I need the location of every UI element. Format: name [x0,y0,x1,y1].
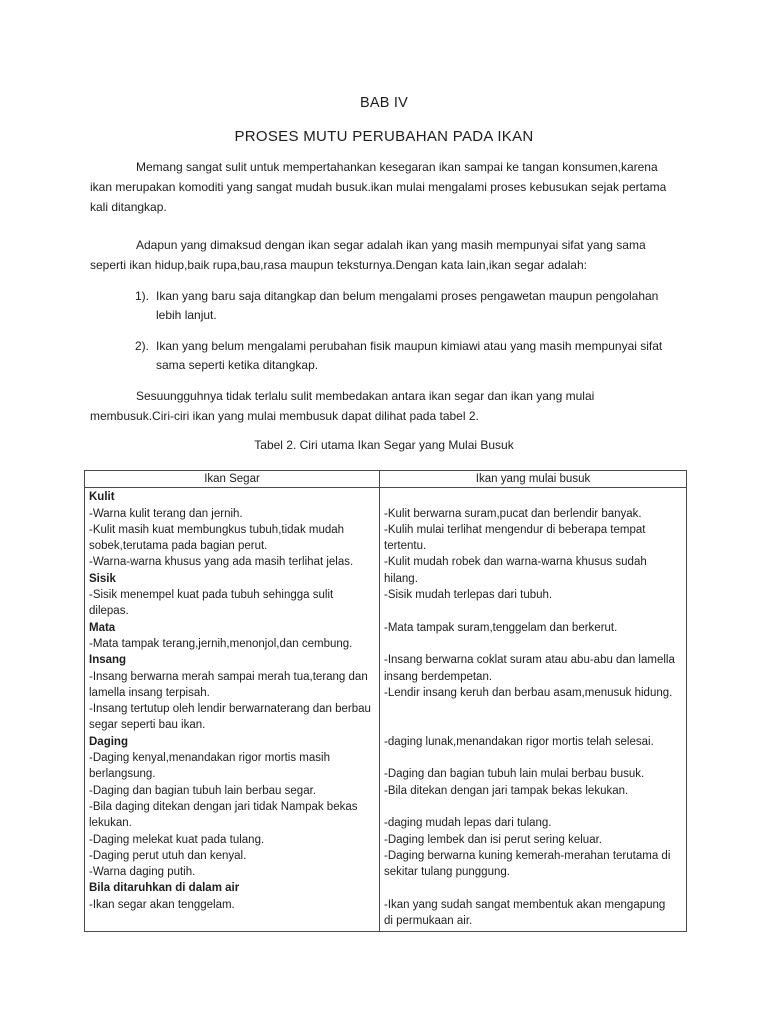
table-cell-line: -Sisik mudah terlepas dari tubuh. [384,589,553,602]
table-cell-line: di permukaan air. [384,915,473,928]
table-row [85,488,687,932]
table-header-row [85,471,687,488]
table-cell-line: -Daging kenyal,menandakan rigor mortis masih [89,752,330,765]
table-cell-line [89,913,375,929]
column-header-fresh: Ikan Segar [85,471,380,488]
section-heading: Kulit [89,491,115,504]
table-cell-line: -Kulit mudah robek dan warna-warna khusus sudah [384,556,647,569]
chapter-heading: BAB IV [360,95,408,111]
list-number: 1). [135,289,150,303]
table-cell-line: -Warna daging putih. [89,866,196,879]
section-heading: Bila ditaruhkan di dalam air [89,882,240,895]
list-item [135,287,683,325]
table-cell-line [384,636,682,652]
table-cell-line [384,603,682,619]
table-cell-line: -Mata tampak suram,tenggelam dan berkerut. [384,621,618,634]
table-cell-line: -Daging perut utuh dan kenyal. [89,849,247,862]
table-cell-line: -Ikan yang sudah sangat membentuk akan mengapung [384,898,666,911]
section-heading: Daging [89,735,128,748]
table-cell-line: -Daging melekat kuat pada tulang. [89,833,265,846]
page-title: PROSES MUTU PERUBAHAN PADA IKAN [234,128,534,145]
table-cell-line: -daging mudah lepas dari tulang. [384,817,552,830]
table-cell-line: -Warna kulit terang dan jernih. [89,507,243,520]
table-cell-line: -Bila daging ditekan dengan jari tidak Nampak bekas [89,800,358,813]
section-heading: Insang [89,654,127,667]
list-text: Ikan yang baru saja ditangkap dan belum mengalami proses pengawetan maupun pengolahan lebih lanjut. [156,289,659,322]
table-cell-line: sekitar tulang punggung. [384,866,510,879]
comparison-table [84,470,687,932]
list-item [135,337,683,375]
table-cell-line: lekukan. [89,817,132,830]
table-cell-line: lamella insang terpisah. [89,686,210,699]
table-cell-line: -Lendir insang keruh dan berbau asam,menusuk hidung. [384,686,673,699]
table-cell-line [384,750,682,766]
table-cell-line: -Daging dan bagian tubuh lain mulai berbau busuk. [384,768,645,781]
table-cell-line: -Bila ditekan dengan jari tampak bekas lekukan. [384,784,629,797]
table-cell-line [384,717,682,733]
table-cell-line [384,701,682,717]
rotting-fish-cell [380,488,687,932]
table-cell-line: tertentu. [384,540,427,553]
paragraph-table-intro: Sesuungguhnya tidak terlalu sulit membedakan antara ikan segar dan ikan yang mulai membusuk.Ciri-ciri ikan yang mulai membusuk dapat dilihat pada tabel 2. [90,389,595,423]
table-cell-line: -Insang berwarna coklat suram atau abu-abu dan lamella [384,654,675,667]
table-cell-line: berlangsung. [89,768,156,781]
table-cell-line: -daging lunak,menandakan rigor mortis telah selesai. [384,735,654,748]
table-cell-line: -Sisik menempel kuat pada tubuh sehingga sulit dilepas. [89,589,337,618]
table-cell-line: -Daging berwarna kuning kemerah-merahan terutama di [384,849,671,862]
column-header-rotting: Ikan yang mulai busuk [380,471,687,488]
paragraph-definition: Adapun yang dimaksud dengan ikan segar adalah ikan yang masih mempunyai sifat yang sama seperti ikan hidup,baik rupa,bau,rasa maupun teksturnya.Dengan kata lain,ikan segar adalah: [90,238,646,272]
table-cell-line: -Kulit berwarna suram,pucat dan berlendir banyak. [384,507,642,520]
table-cell-line: -Kulih mulai terlihat mengendur di beberapa tempat [384,523,646,536]
fresh-fish-cell [85,488,380,932]
list-number: 2). [135,339,150,353]
table-cell-line: -Warna-warna khusus yang ada masih terlihat jelas. [89,556,354,569]
table-cell-line: -Mata tampak terang,jernih,menonjol,dan cembung. [89,637,353,650]
table-cell-line: segar seperti bau ikan. [89,719,206,732]
table-cell-line: insang berdempetan. [384,670,493,683]
table-cell-line [384,880,682,896]
table-caption: Tabel 2. Ciri utama Ikan Segar yang Mulai Busuk [254,438,514,452]
table-cell-line: sobek,terutama pada bagian perut. [89,540,268,553]
table-cell-line: hilang. [384,572,418,585]
table-cell-line: -Insang berwarna merah sampai merah tua,terang dan [89,670,368,683]
section-heading: Sisik [89,572,116,585]
table-cell-line: -Kulit masih kuat membungkus tubuh,tidak mudah [89,523,345,536]
table-cell-line: -Daging dan bagian tubuh lain berbau segar. [89,784,316,797]
list-text: Ikan yang belum mengalami perubahan fisik maupun kimiawi atau yang masih mempunyai sifat sama seperti ketika ditangkap. [156,339,663,372]
table-cell-line: -Daging lembek dan isi perut sering keluar. [384,833,602,846]
table-cell-line: -Ikan segar akan tenggelam. [89,898,235,911]
table-cell-line [384,489,682,505]
paragraph-intro: Memang sangat sulit untuk mempertahankan kesegaran ikan sampai ke tangan konsumen,karena ikan merupakan komoditi yang sangat mudah busuk.ikan mulai mengalami proses kebusukan sejak pertama kali ditangkap. [90,160,667,214]
table-cell-line [384,799,682,815]
table-cell-line: -Insang tertutup oleh lendir berwarnaterang dan berbau [89,703,371,716]
section-heading: Mata [89,621,116,634]
